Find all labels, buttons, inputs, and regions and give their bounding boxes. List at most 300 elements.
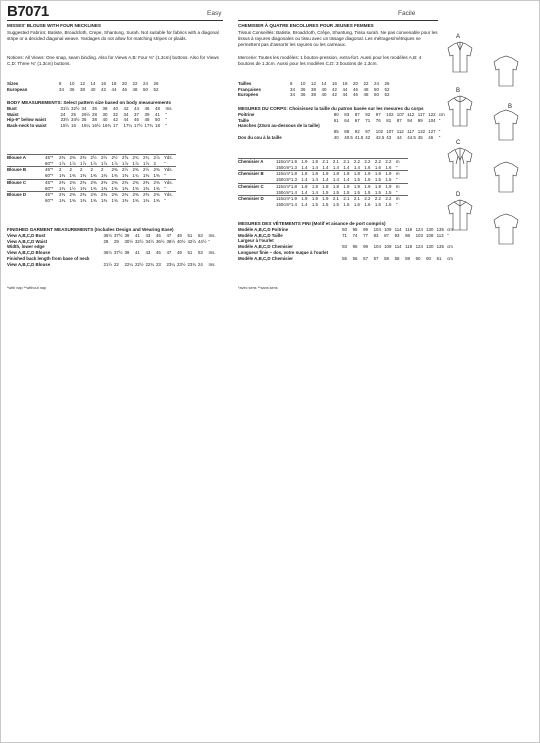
value-cell: 95 [352, 244, 358, 250]
body-row [238, 135, 451, 141]
notions-fr: Mercerie: Toutes les modèles: 1 bouton-pression, extra-fort. Aussi pour les modèles A,B: 4 boutons de 1.3cm. Aussi pour les modèles C,D: 3 boutons de 1.3cm. [238, 55, 422, 66]
value-cell: 23½ [176, 261, 186, 267]
row-sub: 115cm* [276, 196, 291, 202]
value-cell: 2¾ [133, 155, 144, 161]
value-cell: 1.4 [311, 164, 318, 170]
value-cell: 1.6 [364, 164, 371, 170]
value-cell: 18 [111, 81, 117, 86]
value-cell: 45 [155, 233, 161, 238]
row-label: Modèle A,B,C,D Chemisier [238, 255, 293, 261]
row-sub: 150cm* [276, 189, 291, 195]
value-cell: 1.8 [301, 183, 312, 189]
value-cell: 1⅜ [153, 197, 160, 203]
value-cell: 2½ [122, 167, 133, 173]
value-cell: 48 [363, 92, 369, 98]
value-cell: 1.9 [291, 196, 302, 202]
value-cell: 2½ [143, 167, 154, 173]
yardage-table-en [7, 154, 176, 204]
value-cell: 1.9 [375, 171, 386, 177]
value-cell: 2.1 [333, 159, 344, 165]
body-table-fr [238, 112, 451, 141]
unit-cell: m [396, 196, 408, 202]
value-cell: 1.5 [322, 189, 329, 195]
value-cell: 122 [417, 129, 426, 135]
value-cell: 71 [342, 232, 347, 238]
value-cell: 2 [101, 167, 112, 173]
value-cell: 24 [143, 81, 148, 86]
value-cell: 21½ [103, 261, 113, 267]
value-cell: 58 [384, 255, 389, 261]
value-cell: 1⅜ [132, 197, 139, 203]
row-sub [328, 256, 342, 262]
value-cell: 22½ [134, 261, 144, 267]
value-cell: 1.9 [312, 196, 323, 202]
row-label: Blouse A [7, 155, 45, 161]
value-cell: 36½ [155, 238, 165, 244]
row-label: Hip-9" below waist [7, 117, 46, 123]
row-label: Finished back length from base of neck [7, 255, 90, 261]
value-cell: 1⅜ [111, 197, 118, 203]
finished-title-fr: MESURES DES VÊTEMENTS FINI (Motif et aisance de port compris) [238, 221, 386, 226]
value-cell: 52 [384, 86, 390, 92]
value-cell: 23 [155, 261, 161, 267]
yardage-row [7, 198, 176, 204]
value-cell: 1⅜ [132, 185, 139, 191]
value-cell: 30 [102, 111, 108, 117]
value-cell: 1.5 [332, 189, 339, 195]
value-cell: 1.4 [311, 189, 318, 195]
row-sub [89, 262, 103, 268]
unit-cell: " [165, 111, 168, 117]
row-label: Blouse C [7, 179, 45, 185]
finished-row [7, 262, 220, 268]
value-cell: 99 [417, 117, 423, 123]
value-cell: 85 [333, 129, 339, 135]
value-cell: 2.2 [375, 159, 386, 165]
value-cell: 102 [375, 129, 384, 135]
row-label: Poitrine [238, 112, 255, 117]
view-label-b-back: B [508, 104, 513, 110]
value-cell: 104 [373, 227, 381, 232]
value-cell: 2⅜ [70, 192, 81, 198]
value-cell: 2¾ [143, 155, 154, 161]
value-cell: 93 [342, 227, 347, 232]
finished-row [238, 256, 459, 262]
value-cell: 2⅜ [112, 167, 123, 173]
value-cell: 2⅜ [133, 192, 144, 198]
value-cell: 20 [122, 81, 127, 86]
value-cell: 77 [363, 232, 368, 238]
value-cell: 1⅜ [111, 173, 118, 179]
unit-cell: Ins. [165, 106, 173, 111]
row-label: Chemisier C [238, 183, 276, 189]
value-cell: 2 [91, 167, 102, 173]
view-label-c: C [456, 140, 461, 146]
value-cell: 1.9 [301, 196, 312, 202]
value-cell: 124 [415, 227, 423, 232]
value-cell: 51 [187, 233, 193, 238]
value-cell: 1⅞ [59, 160, 66, 166]
value-cell: 135 [436, 244, 444, 250]
row-sub [45, 87, 59, 93]
value-cell: 39 [124, 250, 130, 256]
value-cell: 1⅜ [122, 173, 129, 179]
value-cell: 20 [353, 81, 358, 86]
value-cell: 50 [155, 117, 160, 123]
value-cell: 43 [145, 233, 151, 238]
unit-cell: " [165, 123, 168, 129]
value-cell: 2⅜ [91, 179, 102, 185]
value-cell: 48 [144, 117, 150, 123]
value-cell: 87 [396, 117, 402, 123]
european-sizes-row [7, 87, 176, 93]
value-cell: 130 [426, 244, 434, 250]
value-cell: 1.8 [354, 171, 365, 177]
value-cell: 107 [386, 129, 394, 135]
value-cell: 83 [344, 112, 350, 117]
row-sub: 45"* [45, 179, 59, 185]
value-cell: 1⅜ [101, 185, 108, 191]
value-cell: 1.8 [322, 183, 333, 189]
value-cell: 2⅜ [112, 192, 123, 198]
value-cell: 53 [197, 233, 203, 238]
row-label [7, 198, 45, 204]
row-label: Modèle A,B,C,D Taille [238, 232, 283, 238]
row-label: Dos du cou à la taille [238, 134, 282, 140]
value-cell: 112 [407, 112, 415, 117]
value-cell: 122 [428, 112, 436, 117]
blouse-b-back-icon [494, 110, 518, 140]
finished-table-fr [238, 227, 459, 261]
value-cell: 1⅜ [90, 197, 97, 203]
value-cell: 1.5 [374, 189, 381, 195]
row-label: Blouse B [7, 167, 45, 173]
value-cell: 92 [354, 129, 360, 135]
value-cell: 47 [166, 250, 172, 256]
value-cell: 109 [384, 244, 392, 250]
value-cell: 1.4 [301, 177, 308, 183]
value-cell: 1.4 [353, 164, 360, 170]
value-cell: 32 [113, 111, 118, 117]
value-cell: 1.8 [343, 171, 354, 177]
unit-cell: " [438, 129, 441, 135]
value-cell: 1⅜ [59, 185, 66, 191]
value-cell: 2⅜ [143, 179, 154, 185]
finished-title-en: FINISHED GARMENT MEASUREMENTS (Includes Design and Wearing Ease) [7, 227, 174, 232]
value-cell: 1.8 [291, 171, 302, 177]
value-cell: 14 [321, 81, 327, 86]
value-cell: 93 [342, 244, 347, 250]
value-cell: 1⅞ [111, 160, 118, 166]
value-cell: 98 [405, 232, 410, 238]
value-cell: 23¼ [166, 261, 176, 267]
body-row [7, 123, 178, 129]
value-cell: 44 [396, 134, 402, 140]
value-cell: 1⅞ [69, 160, 76, 166]
value-cell: 104 [428, 117, 436, 123]
value-cell: 1¾ [132, 173, 139, 179]
value-cell: 16 [332, 81, 337, 86]
value-cell: 2⅜ [70, 179, 81, 185]
value-cell: 1.8 [322, 171, 333, 177]
value-cell: 42.5 [375, 134, 385, 140]
row-label: Largeur à l'ourlet [238, 238, 274, 244]
blouse-a-back-icon [494, 56, 518, 86]
value-cell: 24 [197, 261, 203, 267]
value-cell: 2⅜ [59, 192, 70, 198]
value-cell: 1.8 [312, 183, 323, 189]
value-cell: 1⅜ [90, 185, 97, 191]
unit-cell: " [164, 160, 166, 166]
value-cell: 1.4 [343, 164, 350, 170]
value-cell: 43 [145, 250, 151, 256]
value-cell: 37 [134, 111, 139, 117]
value-cell: 1.3 [290, 164, 297, 170]
value-cell: 1.8 [333, 183, 344, 189]
value-cell: 44 [111, 86, 117, 92]
value-cell: 2½ [101, 155, 112, 161]
value-cell: 1.9 [312, 159, 323, 165]
value-cell: 40 [333, 134, 339, 140]
value-cell: 119 [405, 227, 413, 232]
unit-cell: " [164, 173, 166, 179]
value-cell: 26 [384, 81, 390, 86]
value-cell: 2⅜ [80, 179, 91, 185]
value-cell: 1.5 [385, 177, 392, 183]
unit-cell: Ins. [208, 261, 216, 267]
value-cell: 8 [59, 81, 62, 86]
value-cell: 47 [166, 233, 172, 238]
value-cell: 40½ [176, 238, 186, 244]
value-cell: 97 [365, 129, 371, 135]
value-cell: 38 [311, 86, 316, 92]
value-cell: 2.1 [343, 159, 354, 165]
value-cell: 26½ [81, 111, 91, 117]
value-cell: 119 [405, 244, 413, 250]
value-cell: 2⅜ [154, 192, 165, 198]
value-cell: 40 [321, 92, 327, 98]
value-cell: 1⅜ [80, 185, 87, 191]
value-cell: 40 [321, 86, 327, 92]
value-cell: 112 [396, 129, 404, 135]
blouse-c-front-icon [448, 148, 472, 178]
value-cell: 59 [405, 255, 410, 261]
value-cell: 1.8 [291, 183, 302, 189]
value-cell: 1⅜ [122, 185, 129, 191]
row-label: Bust [7, 106, 17, 111]
value-cell: 1.4 [301, 189, 308, 195]
value-cell: 130 [426, 227, 434, 232]
value-cell: 2⅜ [91, 192, 102, 198]
value-cell: 39 [124, 233, 130, 238]
value-cell: 2½ [91, 155, 102, 161]
unit-cell: " [395, 201, 398, 207]
value-cell: 44.5 [407, 134, 416, 140]
finished-table-en [7, 233, 220, 267]
value-cell: 51 [187, 250, 193, 256]
value-cell: 1.5 [374, 177, 381, 183]
value-cell: 57 [363, 255, 368, 261]
value-cell: 1.9 [291, 159, 302, 165]
value-cell: 135 [436, 227, 444, 232]
value-cell: 46 [134, 117, 139, 123]
value-cell: 1⅜ [80, 173, 87, 179]
value-cell: 2.1 [343, 196, 354, 202]
value-cell: 16 [71, 123, 76, 129]
value-cell: 43 [386, 134, 392, 140]
unit-cell: " [164, 185, 166, 191]
value-cell: 1.8 [301, 171, 312, 177]
value-cell: 29 [113, 238, 119, 244]
value-cell: 1.5 [364, 189, 371, 195]
unit-cell: Yds. [164, 179, 176, 185]
row-label: View A,B,C,D Waist [7, 238, 48, 244]
value-cell: 1.4 [332, 177, 339, 183]
value-cell: 1.6 [353, 201, 360, 207]
value-cell: 36 [300, 92, 306, 98]
value-cell: 99 [363, 227, 368, 232]
value-cell: 2⅜ [59, 155, 70, 161]
value-cell: 1.6 [385, 164, 392, 170]
value-cell: 1⅜ [80, 197, 87, 203]
value-cell: 117 [407, 129, 415, 135]
row-sub: 45"* [45, 155, 59, 161]
size-table-en [7, 81, 176, 92]
value-cell: 42½ [187, 238, 197, 244]
value-cell: 49 [176, 250, 182, 256]
value-cell: 113 [436, 232, 444, 238]
value-cell: 1.4 [311, 177, 318, 183]
value-cell: 2⅜ [154, 167, 165, 173]
value-cell: 1.9 [343, 183, 354, 189]
value-cell: 2⅜ [133, 179, 144, 185]
value-cell: 42 [113, 117, 118, 123]
value-cell: 1.9 [354, 183, 365, 189]
blouse-d-front-icon [448, 200, 472, 230]
unit-cell [164, 87, 176, 93]
value-cell: 83 [373, 232, 379, 238]
value-cell: 41 [134, 250, 140, 256]
value-cell: 10 [69, 81, 75, 86]
row-label [238, 202, 276, 208]
value-cell: 88 [344, 129, 350, 135]
value-cell: 2.2 [385, 196, 396, 202]
value-cell: 38 [80, 86, 85, 92]
fabrics-fr: Tissus Conseillés: Batiste, Broadcloth, Crêpe, Shantung, Tissu surah. Ne pas convenable pour les tissus à rayures diagonales ou tissu avec un tissage diagonal. Les métrages/métriques ne permettent pas d'assortir les rayures ou les carreaux. [238, 30, 438, 47]
value-cell: 67 [354, 117, 360, 123]
value-cell: 81 [386, 117, 392, 123]
value-cell: 25 [71, 111, 76, 117]
value-cell: 2⅜ [122, 179, 133, 185]
value-cell: 48 [363, 86, 369, 92]
value-cell: 1.6 [385, 201, 392, 207]
value-cell: 1⅜ [153, 173, 160, 179]
value-cell: 48 [132, 86, 138, 92]
european-sizes-row [238, 92, 407, 98]
value-cell: 1.9 [364, 171, 375, 177]
value-cell: 61 [333, 117, 339, 123]
value-cell: 26 [153, 81, 159, 86]
value-cell: 1.5 [353, 177, 360, 183]
row-sub: 115cm* [276, 183, 291, 189]
unit-cell: cm [447, 227, 453, 232]
value-cell: 2⅜ [112, 179, 123, 185]
unit-cell: " [395, 164, 398, 170]
view-label-b-front: B [456, 88, 461, 94]
value-cell: 34 [59, 86, 64, 92]
value-cell: 33½ [60, 117, 70, 123]
value-cell: 38 [102, 106, 108, 111]
value-cell: 1.5 [332, 201, 339, 207]
value-cell: 108 [426, 232, 434, 238]
row-label: Waist [7, 111, 19, 117]
value-cell: 24 [60, 111, 66, 117]
value-cell: 1.5 [343, 201, 350, 207]
row-label: Chemisier D [238, 196, 276, 202]
value-cell: 28 [92, 111, 97, 117]
value-cell: 42 [101, 86, 106, 92]
value-cell: 1.5 [343, 189, 350, 195]
value-cell: 46 [122, 86, 127, 92]
unit-cell [395, 92, 407, 98]
value-cell: 34 [81, 106, 87, 111]
value-cell: 17¾ [144, 123, 154, 129]
value-cell: 18 [155, 123, 160, 129]
value-cell: 1⅜ [59, 173, 66, 179]
value-cell: 41 [155, 111, 160, 117]
value-cell: 2.1 [322, 159, 333, 165]
unit-cell: " [438, 117, 441, 123]
value-cell: 1⅜ [69, 197, 76, 203]
value-cell: 22 [363, 81, 369, 86]
unit-cell: " [395, 189, 398, 195]
value-cell: 1½ [69, 185, 76, 191]
value-cell: 2⅜ [154, 179, 165, 185]
value-cell: 2⅜ [101, 179, 112, 185]
value-cell: 2 [80, 167, 91, 173]
value-cell: 2.1 [354, 196, 365, 202]
value-cell: 1⅜ [143, 185, 150, 191]
row-sub: 45"* [45, 192, 59, 198]
value-cell: 50 [143, 86, 148, 92]
row-label: View A,B,C,D Blouse [7, 261, 51, 267]
value-cell: 34½ [145, 238, 155, 244]
value-cell: 2⅝ [122, 155, 133, 161]
value-cell: 22¾ [145, 261, 155, 267]
value-cell: 57 [373, 255, 379, 261]
footnote-fr: *avec sens **sans sens [238, 286, 278, 290]
body-table-en [7, 106, 178, 129]
value-cell: 34½ [71, 117, 80, 123]
value-cell: 114 [394, 227, 402, 232]
value-cell: 45 [417, 134, 423, 140]
unit-cell: " [395, 177, 398, 183]
view-illustrations [440, 30, 536, 245]
value-cell: 1⅜ [90, 173, 97, 179]
value-cell: 127 [428, 129, 436, 135]
value-cell: 36½ [103, 233, 113, 238]
value-cell: 114 [394, 244, 402, 250]
value-cell: 1.9 [322, 196, 333, 202]
row-sub: 115cm* [276, 171, 291, 177]
value-cell: 1.6 [374, 201, 381, 207]
value-cell: 1.9 [385, 171, 396, 177]
unit-cell: m [396, 171, 408, 177]
value-cell: 2⅜ [80, 192, 91, 198]
row-label: Tailles [238, 81, 252, 86]
value-cell: 1⅞ [122, 160, 129, 166]
value-cell: 99 [363, 244, 368, 250]
